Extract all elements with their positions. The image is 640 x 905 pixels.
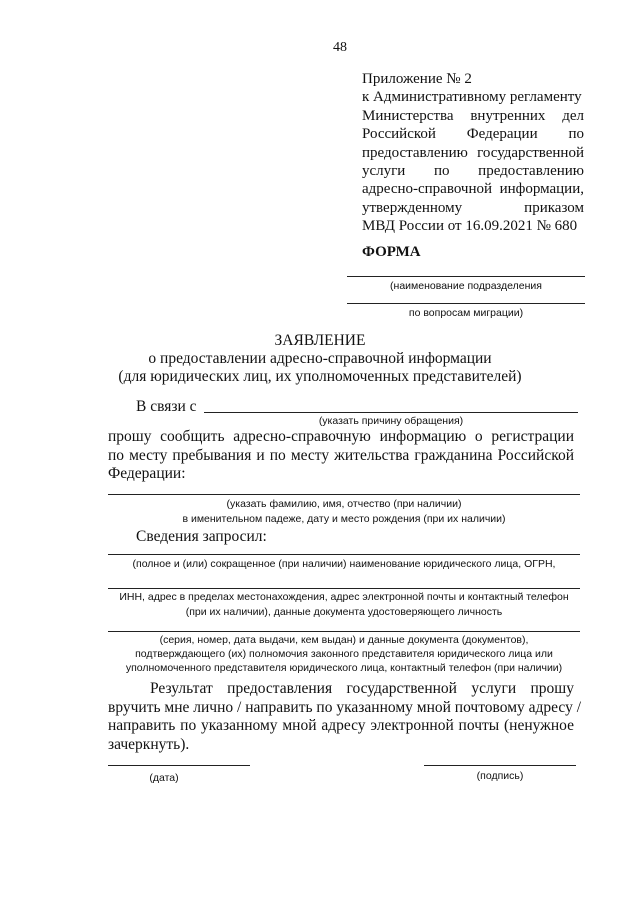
appendix-line: Министерства внутренних дел <box>362 107 584 124</box>
date-caption: (дата) <box>149 772 179 784</box>
document-subtitle: о предоставлении адресно-справочной информации <box>148 350 492 367</box>
date-line[interactable] <box>108 765 250 766</box>
requester-caption: (серия, номер, дата выдачи, кем выдан) и данные документа (документов), <box>159 634 529 646</box>
appendix-line: услуги по предоставлению <box>362 163 584 180</box>
result-line: направить по указанному мной адресу электронной почты (ненужное <box>108 717 574 734</box>
citizen-caption: (указать фамилию, имя, отчество (при наличии) <box>226 498 462 510</box>
department-line[interactable] <box>347 276 585 277</box>
department-caption: по вопросам миграции) <box>408 307 524 319</box>
requester-caption: (при их наличии), данные документа удостоверяющего личность <box>185 606 503 618</box>
citizen-line[interactable] <box>108 494 580 495</box>
page-number: 48 <box>333 40 347 55</box>
request-text <box>108 428 574 484</box>
appendix-line: предоставлению государственной <box>362 144 584 161</box>
request-line: прошу сообщить адресно-справочную информацию о регистрации <box>108 428 574 445</box>
requester-caption: ИНН, адрес в пределах местонахождения, адрес электронной почты и контактный телефон <box>119 591 569 603</box>
appendix-line: МВД России от 16.09.2021 № 680 <box>362 218 578 235</box>
document-title: ЗАЯВЛЕНИЕ <box>274 332 366 349</box>
result-line: вручить мне лично / направить по указанному мной почтовому адресу / <box>108 698 582 716</box>
result-line: Результат предоставления государственной услуги прошу <box>150 680 574 697</box>
appendix-line: Приложение № 2 <box>362 71 472 87</box>
requester-caption: подтверждающего (их) полномочия законного представителя юридического лица или <box>135 648 553 660</box>
result-line: зачеркнуть). <box>108 735 190 753</box>
requester-line[interactable] <box>108 554 580 555</box>
department-caption: (наименование подразделения <box>390 280 542 292</box>
reason-prefix: В связи с <box>136 398 197 415</box>
requester-caption: уполномоченного представителя юридического лица, контактный телефон (при наличии) <box>125 662 563 674</box>
reason-caption: (указать причину обращения) <box>318 415 464 427</box>
request-line: Федерации: <box>108 465 186 482</box>
appendix-line: адресно-справочной информации, <box>362 181 584 198</box>
appendix-line: к Административному регламенту <box>362 89 582 106</box>
form-label: ФОРМА <box>362 244 421 260</box>
requester-caption: (полное и (или) сокращенное (при наличии) наименование юридического лица, ОГРН, <box>132 558 556 570</box>
document-subtitle: (для юридических лиц, их уполномоченных представителей) <box>118 368 522 385</box>
appendix-block <box>362 70 584 236</box>
appendix-line: утвержденному приказом <box>362 199 584 216</box>
signature-line[interactable] <box>424 765 576 766</box>
appendix-line: Российской Федерации по <box>362 126 584 143</box>
request-line: по месту пребывания и по месту жительства гражданина Российской <box>108 446 574 464</box>
signature-caption: (подпись) <box>476 770 524 782</box>
citizen-caption: в именительном падеже, дату и место рождения (при их наличии) <box>182 513 506 525</box>
department-line[interactable] <box>347 303 585 304</box>
requester-label: Сведения запросил: <box>136 528 267 545</box>
result-text <box>108 680 582 754</box>
